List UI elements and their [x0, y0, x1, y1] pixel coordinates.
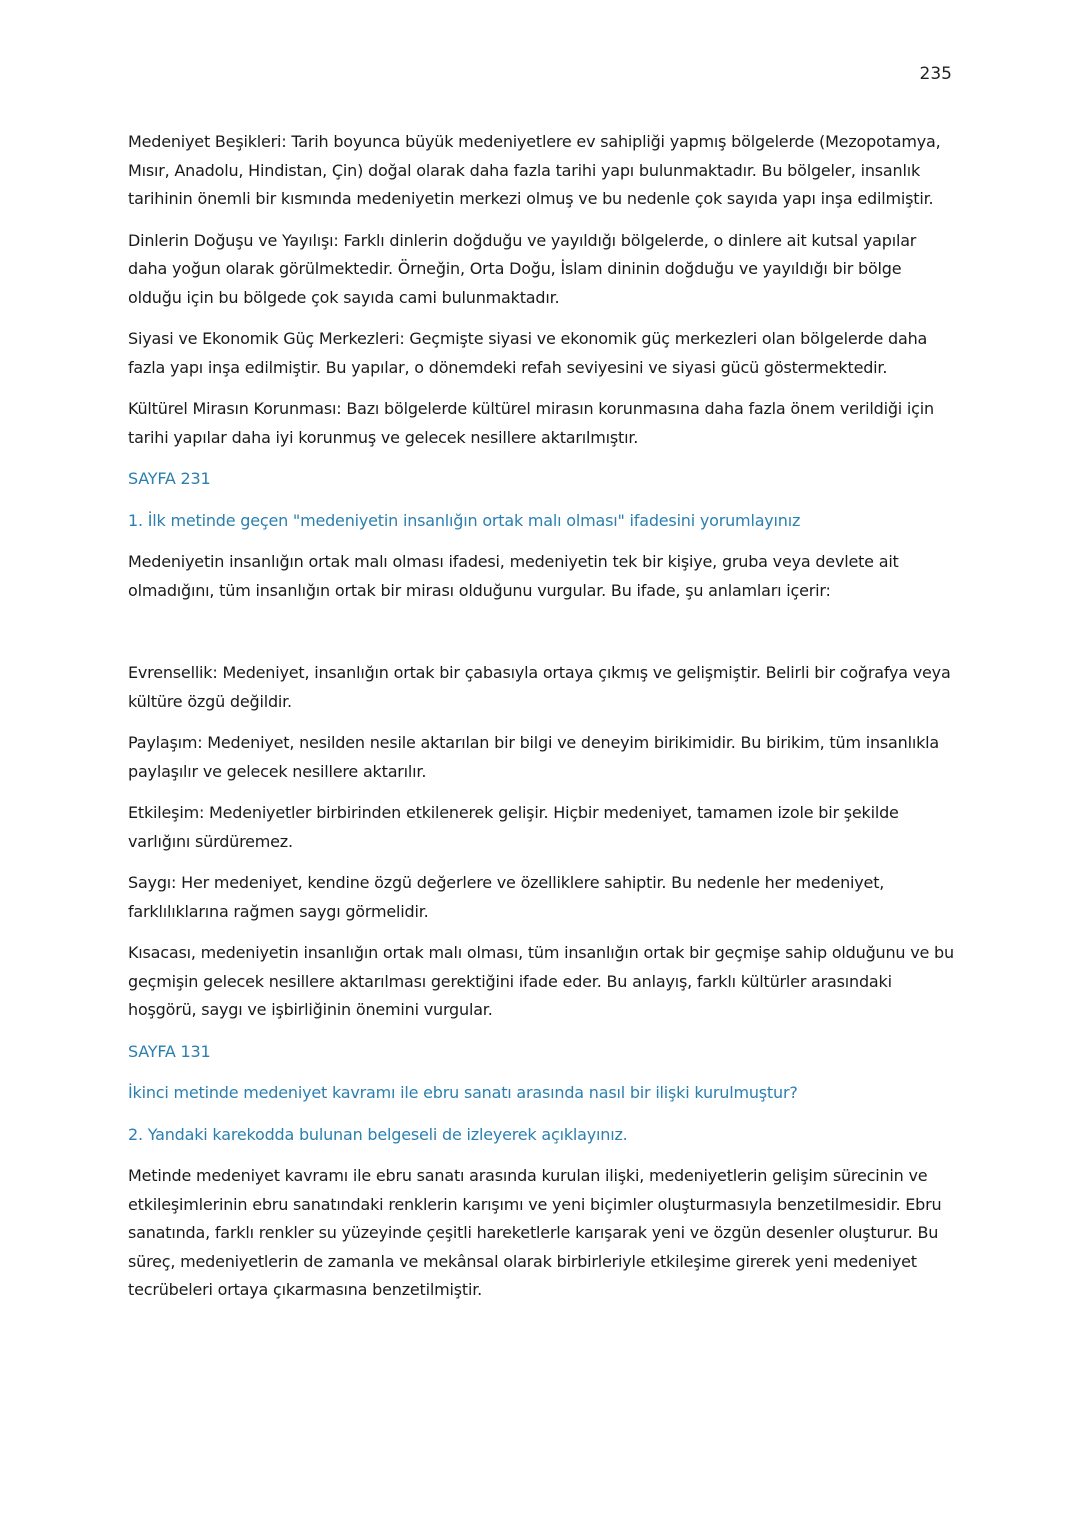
paragraph-medeniyet-besikleri: Medeniyet Beşikleri: Tarih boyunca büyük medeniyetlere ev sahipliği yapmış bölgelerde (Mezopotamya, Mısır, Anadolu, Hindistan, Çin) doğal olarak daha fazla tarihi yapı bulunmaktadır. Bu bölgeler, insanlık tarihinin önemli bir kısmında medeniyetin merkezi olmuş ve bu nedenle çok sayıda yapı inşa edilmiştir.: [128, 132, 941, 208]
paragraph-kisacasi: Kısacası, medeniyetin insanlığın ortak malı olması, tüm insanlığın ortak bir geçmişe sahip olduğunu ve bu geçmişin gelecek nesillere aktarılması gerektiğini ifade eder. Bu anlayış, farklı kültürler arasındaki hoşgörü, saygı ve işbirliğinin önemini vurgular.: [128, 943, 954, 1019]
question-1: 1. İlk metinde geçen "medeniyetin insanlığın ortak malı olması" ifadesini yorumlayınız: [128, 510, 801, 530]
section-heading-sayfa-131: SAYFA 131: [128, 1041, 211, 1061]
paragraph-paylasim: Paylaşım: Medeniyet, nesilden nesile aktarılan bir bilgi ve deneyim birikimidir. Bu birikim, tüm insanlıkla paylaşılır ve gelecek nesillere aktarılır.: [128, 733, 939, 781]
section-heading-sayfa-231: SAYFA 231: [128, 469, 211, 488]
answer-2: Metinde medeniyet kavramı ile ebru sanatı arasında kurulan ilişki, medeniyetlerin gelişim sürecinin ve etkileşimlerinin ebru sanatındaki renklerin karışımı ve yeni biçimler oluşturmasıyla benzetilmesidir. Ebru sanatında, farklı renkler su yüzeyinde çeşitli hareketlerle karışarak yeni ve özgün desenler oluşturur. Bu süreç, medeniyetlerin de zamanla ve mekânsal olarak birbirleriyle etkileşime girerek yeni medeniyet tecrübeleri ortaya çıkarmasına benzetilmiştir.: [128, 1166, 942, 1299]
paragraph-siyasi-ekonomik: Siyasi ve Ekonomik Güç Merkezleri: Geçmişte siyasi ve ekonomik güç merkezleri olan bölgelerde daha fazla yapı inşa edilmiştir. Bu yapılar, o dönemdeki refah seviyesini ve siyasi gücü göstermektedir.: [128, 329, 928, 377]
answer-1-intro: Medeniyetin insanlığın ortak malı olması ifadesi, medeniyetin tek bir kişiye, gruba veya devlete ait olmadığını, tüm insanlığın ortak bir mirası olduğunu vurgular. Bu ifade, şu anlamları içerir:: [128, 552, 899, 600]
paragraph-kulturel-miras: Kültürel Mirasın Korunması: Bazı bölgelerde kültürel mirasın korunmasına daha fazla önem verildiği için tarihi yapılar daha iyi korunmuş ve gelecek nesillere aktarılmıştır.: [128, 399, 934, 447]
question-2: 2. Yandaki karekodda bulunan belgeseli de izleyerek açıklayınız.: [128, 1124, 628, 1144]
blank-space: [128, 618, 958, 659]
paragraph-saygi: Saygı: Her medeniyet, kendine özgü değerlere ve özelliklere sahiptir. Bu nedenle her medeniyet, farklılıklarına rağmen saygı görmelidir.: [128, 873, 885, 921]
page-number: 235: [919, 64, 952, 84]
document-body: [128, 128, 958, 1318]
paragraph-etkilesim: Etkileşim: Medeniyetler birbirinden etkilenerek gelişir. Hiçbir medeniyet, tamamen izole bir şekilde varlığını sürdüremez.: [128, 803, 899, 851]
question-ikinci-metin: İkinci metinde medeniyet kavramı ile ebru sanatı arasında nasıl bir ilişki kurulmuştur?: [128, 1083, 798, 1102]
paragraph-evrensellik: Evrensellik: Medeniyet, insanlığın ortak bir çabasıyla ortaya çıkmış ve gelişmiştir. Belirli bir coğrafya veya kültüre özgü değildir.: [128, 663, 951, 711]
paragraph-dinlerin-dogusu: Dinlerin Doğuşu ve Yayılışı: Farklı dinlerin doğduğu ve yayıldığı bölgelerde, o dinlere ait kutsal yapılar daha yoğun olarak görülmektedir. Örneğin, Orta Doğu, İslam dininin doğduğu ve yayıldığı bir bölge olduğu için bu bölgede çok sayıda cami bulunmaktadır.: [128, 230, 917, 307]
